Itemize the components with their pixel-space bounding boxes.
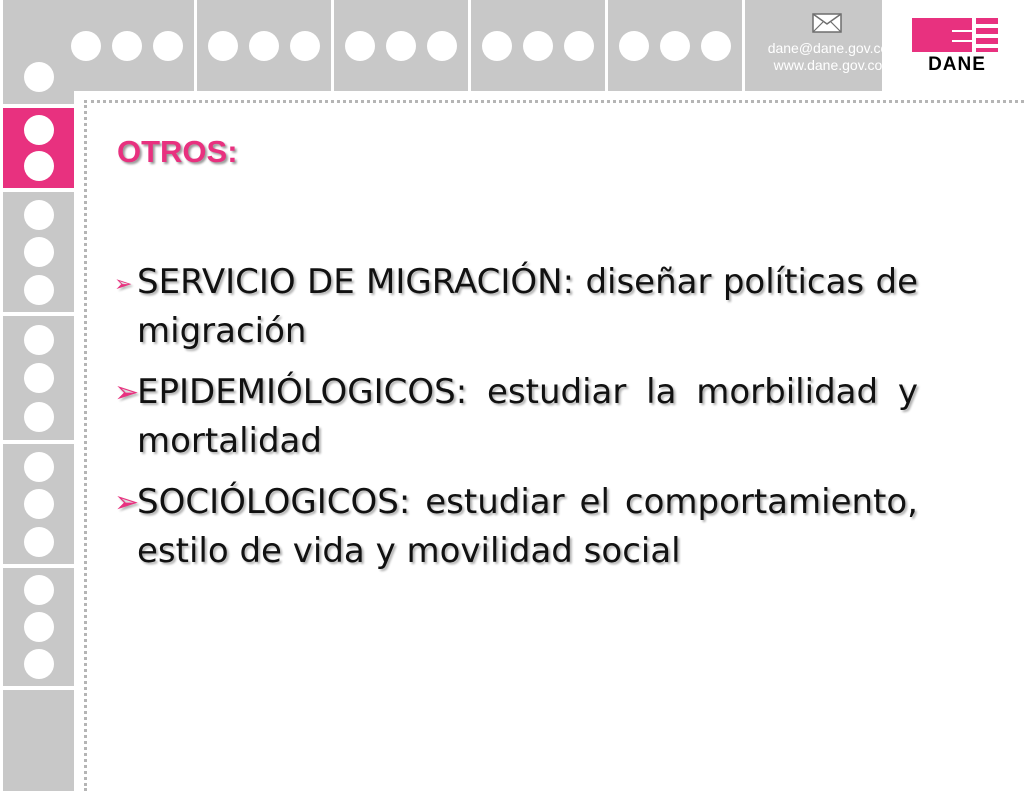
top-cell — [197, 0, 334, 91]
website-link[interactable]: www.dane.gov.co — [773, 57, 883, 73]
bullet-list — [110, 258, 918, 588]
decorative-dot — [24, 452, 54, 482]
decorative-dot — [24, 363, 54, 393]
envelope-icon — [812, 13, 842, 33]
decorative-dot — [24, 489, 54, 519]
decorative-dot — [660, 31, 690, 61]
bullet-text: SERVICIO DE MIGRACIÓN: diseñar políticas de migración — [137, 262, 918, 351]
left-cell-active — [3, 108, 74, 188]
decorative-dot — [24, 62, 54, 92]
bullet-item — [110, 478, 918, 576]
content-frame-left — [84, 100, 87, 791]
decorative-dot — [24, 325, 54, 355]
decorative-dot — [24, 649, 54, 679]
decorative-dot — [71, 31, 101, 61]
decorative-dot — [427, 31, 457, 61]
decorative-dot — [564, 31, 594, 61]
decorative-dot — [153, 31, 183, 61]
decorative-dot — [24, 237, 54, 267]
decorative-dot — [24, 612, 54, 642]
contact-info — [758, 40, 898, 74]
left-cell — [3, 444, 74, 564]
top-cell — [334, 0, 471, 91]
left-cell — [3, 568, 74, 686]
left-decorative-strip — [0, 0, 74, 791]
decorative-dot — [112, 31, 142, 61]
top-cell — [608, 0, 745, 91]
top-cell — [60, 0, 197, 91]
arrow-bullet-icon: ➢ — [114, 485, 140, 520]
decorative-dot — [24, 402, 54, 432]
bullet-item — [110, 368, 918, 466]
left-cell — [3, 690, 74, 791]
logo-wordmark: DANE — [928, 54, 986, 75]
bullet-text: EPIDEMIÓLOGICOS: estudiar la morbilidad y mortalidad — [137, 372, 918, 461]
decorative-dot — [619, 31, 649, 61]
email-link[interactable]: dane@dane.gov.co — [767, 40, 889, 56]
content-frame-top — [84, 100, 1024, 103]
decorative-dot — [24, 115, 54, 145]
decorative-dot — [24, 527, 54, 557]
decorative-dot — [24, 151, 54, 181]
decorative-dot — [345, 31, 375, 61]
decorative-dot — [24, 275, 54, 305]
decorative-dot — [208, 31, 238, 61]
arrow-bullet-icon: ➢ — [114, 272, 133, 297]
decorative-dot — [24, 575, 54, 605]
slide-heading: OTROS: — [117, 134, 238, 169]
arrow-bullet-icon: ➢ — [114, 375, 140, 410]
bullet-item — [110, 258, 918, 356]
decorative-dot — [523, 31, 553, 61]
left-cell — [3, 192, 74, 312]
top-cell — [471, 0, 608, 91]
decorative-dot — [386, 31, 416, 61]
decorative-dot — [290, 31, 320, 61]
decorative-dot — [701, 31, 731, 61]
decorative-dot — [482, 31, 512, 61]
left-cell — [3, 316, 74, 440]
bullet-text: SOCIÓLOGICOS: estudiar el comportamiento, estilo de vida y movilidad social — [137, 482, 918, 571]
decorative-dot — [24, 200, 54, 230]
decorative-dot — [249, 31, 279, 61]
